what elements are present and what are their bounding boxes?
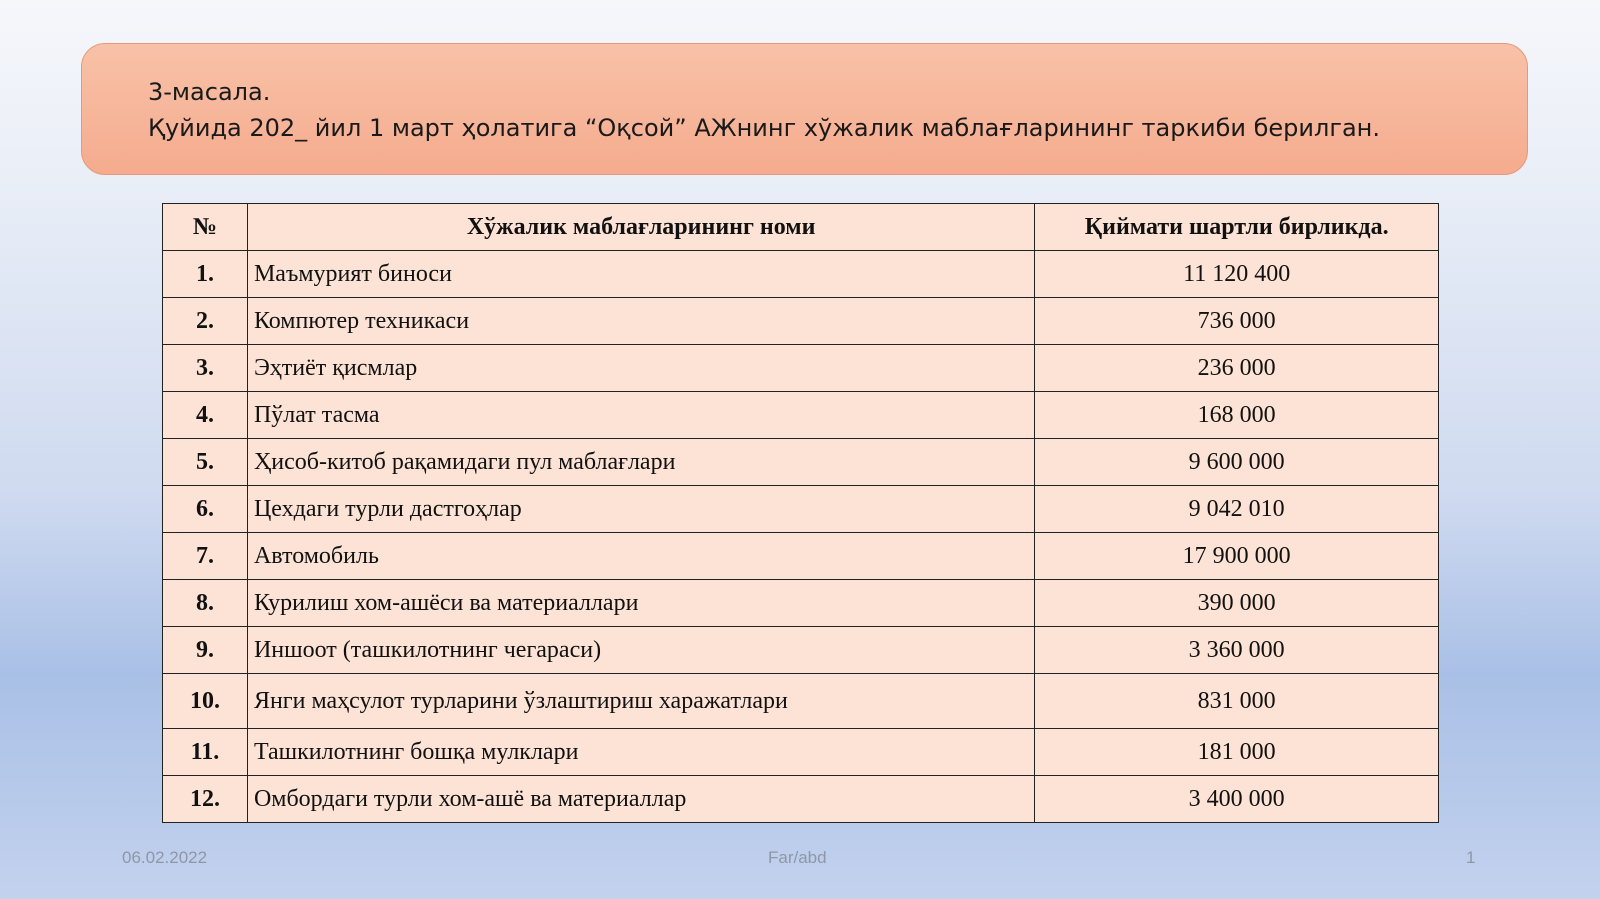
row-value: 3 400 000 <box>1035 776 1439 823</box>
header-name: Хўжалик маблағларининг номи <box>247 204 1034 251</box>
footer-date: 06.02.2022 <box>122 848 208 867</box>
table-row <box>163 776 1439 823</box>
row-value: 9 600 000 <box>1035 439 1439 486</box>
row-value: 181 000 <box>1035 729 1439 776</box>
row-number: 4. <box>163 392 248 439</box>
row-name: Курилиш хом-ашёси ва материаллари <box>247 580 1034 627</box>
row-number: 5. <box>163 439 248 486</box>
table-row <box>163 298 1439 345</box>
row-name: Ташкилотнинг бошқа мулклари <box>247 729 1034 776</box>
problem-statement: Қуйида 202_ йил 1 март ҳолатига “Оқсой” АЖнинг хўжалик маблағларининг таркиби берилган. <box>148 114 1380 142</box>
row-value: 831 000 <box>1035 674 1439 729</box>
header-value: Қиймати шартли бирликда. <box>1035 204 1439 251</box>
row-number: 2. <box>163 298 248 345</box>
row-value: 390 000 <box>1035 580 1439 627</box>
row-value: 3 360 000 <box>1035 627 1439 674</box>
row-name: Цехдаги турли дастгоҳлар <box>247 486 1034 533</box>
slide-number: 1 <box>1466 848 1476 867</box>
row-value: 9 042 010 <box>1035 486 1439 533</box>
row-name: Иншоот (ташкилотнинг чегараси) <box>247 627 1034 674</box>
row-number: 12. <box>163 776 248 823</box>
row-number: 7. <box>163 533 248 580</box>
row-name: Ҳисоб-китоб рақамидаги пул маблағлари <box>247 439 1034 486</box>
row-name: Маъмурият биноси <box>247 251 1034 298</box>
table-row <box>163 439 1439 486</box>
footer-author: Far/abd <box>768 848 827 867</box>
header-number: № <box>163 204 248 251</box>
table-row <box>163 486 1439 533</box>
table-row <box>163 729 1439 776</box>
row-name: Компютер техникаси <box>247 298 1034 345</box>
row-name: Эҳтиёт қисмлар <box>247 345 1034 392</box>
row-number: 1. <box>163 251 248 298</box>
row-number: 9. <box>163 627 248 674</box>
row-value: 17 900 000 <box>1035 533 1439 580</box>
problem-number: 3-масала. <box>148 78 271 106</box>
row-number: 11. <box>163 729 248 776</box>
title-box <box>81 43 1528 175</box>
row-number: 10. <box>163 674 248 729</box>
row-name: Янги маҳсулот турларини ўзлаштириш харажатлари <box>247 674 1034 729</box>
row-number: 6. <box>163 486 248 533</box>
table-row <box>163 533 1439 580</box>
table-row <box>163 345 1439 392</box>
row-name: Омбордаги турли хом-ашё ва материаллар <box>247 776 1034 823</box>
table-row <box>163 392 1439 439</box>
table-row <box>163 674 1439 729</box>
row-name: Пўлат тасма <box>247 392 1034 439</box>
row-value: 11 120 400 <box>1035 251 1439 298</box>
row-number: 3. <box>163 345 248 392</box>
row-value: 168 000 <box>1035 392 1439 439</box>
row-name: Автомобиль <box>247 533 1034 580</box>
table-row <box>163 627 1439 674</box>
assets-table <box>162 203 1439 823</box>
row-value: 736 000 <box>1035 298 1439 345</box>
table-row <box>163 251 1439 298</box>
row-number: 8. <box>163 580 248 627</box>
row-value: 236 000 <box>1035 345 1439 392</box>
table-row <box>163 580 1439 627</box>
table-header-row <box>163 204 1439 251</box>
